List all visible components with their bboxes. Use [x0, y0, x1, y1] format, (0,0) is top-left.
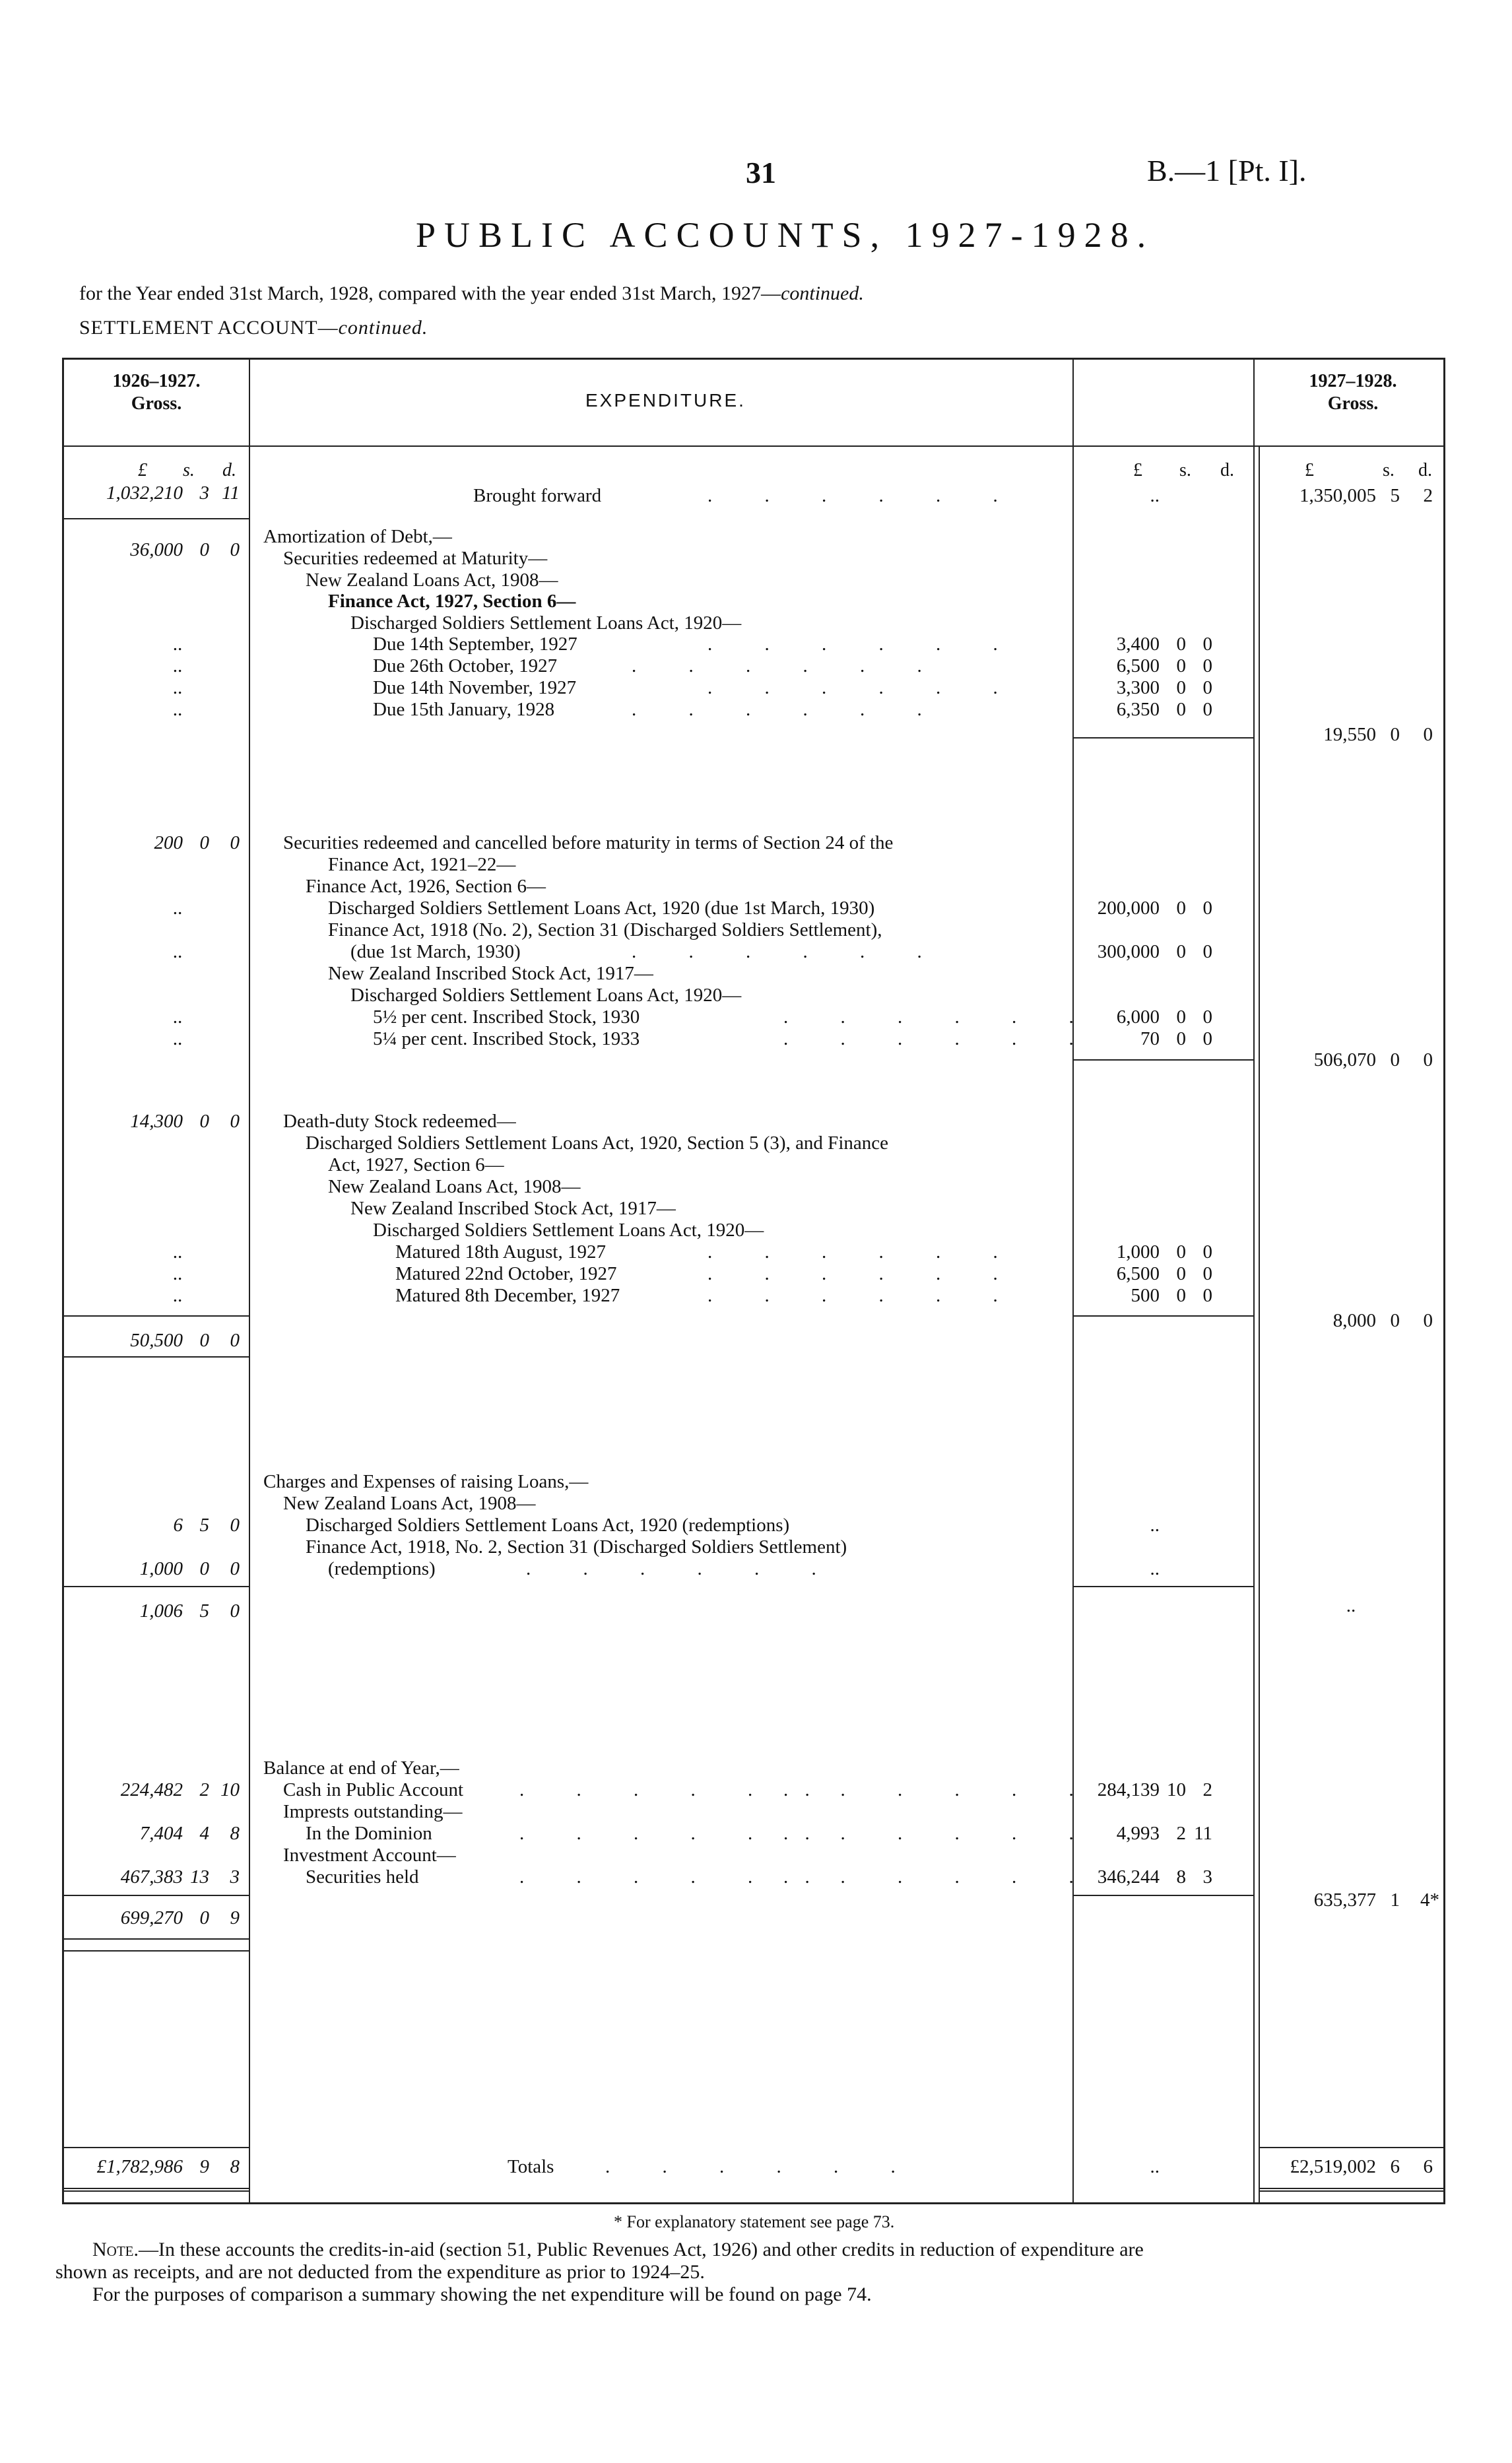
curr-brought-forward-s: 5	[1390, 485, 1400, 506]
settlement-account-table	[62, 358, 1445, 2204]
balance-total-s: 1	[1390, 1889, 1400, 1911]
balance-cash-d: 2	[1202, 1779, 1212, 1800]
death-duty-d: 0	[1202, 1263, 1212, 1284]
prev-balance-cash-s: 2	[199, 1779, 209, 1800]
rule	[64, 2147, 249, 2148]
before-maturity-amount: 70	[1140, 1028, 1160, 1049]
death-duty-text: New Zealand Loans Act, 1908—	[328, 1176, 581, 1197]
rule	[1072, 1059, 1253, 1061]
before-maturity-text: Finance Act, 1926, Section 6—	[306, 876, 546, 897]
prev-year-heading: 1926–1927. Gross.	[112, 371, 201, 414]
amortization-sub: Finance Act, 1927, Section 6—	[328, 591, 576, 612]
note-line: Note.—In these accounts the credits-in-aid (section 51, Public Revenues Act, 1926) and other credits in reduction of expenditure are	[92, 2239, 1144, 2260]
before-maturity-amount: 300,000	[1097, 941, 1160, 962]
amortization-sub: Securities redeemed at Maturity—	[283, 548, 548, 569]
prev-charges-d: 0	[230, 1515, 240, 1536]
amortization-item-label: Due 14th September, 1927	[373, 634, 577, 655]
death-duty-text: New Zealand Inscribed Stock Act, 1917—	[350, 1198, 676, 1219]
leader-dots: . . . . . .	[707, 1241, 1022, 1263]
prev-death-duty-d: 0	[230, 1111, 240, 1132]
before-maturity-amount: 200,000	[1097, 898, 1160, 919]
rule	[64, 1356, 249, 1358]
prev-before-maturity: 200	[154, 832, 183, 853]
amortization-sub: New Zealand Loans Act, 1908—	[306, 570, 558, 591]
death-duty-s: 0	[1176, 1263, 1186, 1284]
prev-amortization-s: 0	[199, 539, 209, 560]
before-maturity-s: 0	[1176, 898, 1186, 919]
curr-grand-total: £2,519,002	[1290, 2156, 1376, 2177]
leader-dots: . . . . . .	[632, 655, 946, 676]
curr-year-heading: 1927–1928. Gross.	[1309, 371, 1397, 414]
before-maturity-total-s: 0	[1390, 1049, 1400, 1070]
death-duty-text: Discharged Soldiers Settlement Loans Act, 1920, Section 5 (3), and Finance	[306, 1133, 888, 1154]
double-rule	[1259, 2188, 1443, 2192]
amortization-item-d: 0	[1202, 655, 1212, 676]
prev-grand-total-d: 8	[230, 2156, 240, 2177]
balance-securities: 346,244	[1097, 1866, 1160, 1888]
death-duty-amount: 1,000	[1116, 1241, 1160, 1263]
death-duty-s: 0	[1176, 1285, 1186, 1306]
totals-label: Totals	[508, 2156, 554, 2177]
balance-text: Securities held	[306, 1866, 419, 1888]
before-maturity-d: 0	[1202, 941, 1212, 962]
amortization-item-s: 0	[1176, 655, 1186, 676]
leader-dots: . . . . . .	[632, 941, 946, 962]
before-maturity-text: 5½ per cent. Inscribed Stock, 1930	[373, 1006, 640, 1028]
rule	[64, 1895, 249, 1896]
leader-dots: . . . . . .	[526, 1558, 840, 1579]
leader-dots: . . . . . .	[519, 1866, 834, 1888]
death-duty-item-label: Matured 8th December, 1927	[395, 1285, 620, 1306]
leader-dots: . . . . . .	[783, 1779, 1098, 1800]
amortization-item-amount: 3,300	[1116, 677, 1160, 698]
pound-heading: £	[138, 460, 147, 480]
before-maturity-s: 0	[1176, 1006, 1186, 1028]
prev-item: ..	[173, 1241, 183, 1263]
before-maturity-d: 0	[1202, 1028, 1212, 1049]
pence-heading: d.	[1220, 460, 1234, 480]
rule	[64, 518, 249, 519]
prev-balance-imprest-s: 4	[199, 1823, 209, 1844]
prev-grand-total: £1,782,986	[96, 2156, 183, 2177]
prev-balance-total: 699,270	[120, 1907, 183, 1928]
amortization-total-s: 0	[1390, 724, 1400, 745]
before-maturity-total-d: 0	[1423, 1049, 1433, 1070]
rule	[64, 1586, 249, 1587]
rule	[64, 1950, 249, 1952]
balance-text: Cash in Public Account	[283, 1779, 464, 1800]
shilling-heading: s.	[1383, 460, 1395, 480]
balance-cash-s: 10	[1167, 1779, 1186, 1800]
leader-dots: . . . . . .	[605, 2156, 919, 2177]
page-title: PUBLIC ACCOUNTS, 1927-1928.	[416, 215, 1155, 255]
curr-brought-forward-d: 2	[1423, 485, 1433, 506]
balance-imprest: 4,993	[1116, 1823, 1160, 1844]
prev-death-duty-s: 0	[199, 1111, 209, 1132]
section-title: SETTLEMENT ACCOUNT—continued.	[79, 317, 428, 339]
balance-text: In the Dominion	[306, 1823, 432, 1844]
death-duty-d: 0	[1202, 1285, 1212, 1306]
death-duty-text: Act, 1927, Section 6—	[328, 1154, 504, 1175]
prev-balance-securities: 467,383	[120, 1866, 183, 1888]
before-maturity-text: 5¼ per cent. Inscribed Stock, 1933	[373, 1028, 640, 1049]
death-duty-total: 8,000	[1332, 1310, 1376, 1331]
before-maturity-total: 506,070	[1313, 1049, 1376, 1070]
leader-dots: . . . . . .	[707, 485, 1022, 506]
charges-text: (redemptions)	[328, 1558, 436, 1579]
balance-imprest-s: 2	[1176, 1823, 1186, 1844]
leader-dots: . . . . . .	[783, 1823, 1098, 1844]
amortization-item-amount: 3,400	[1116, 634, 1160, 655]
amortization-item-amount: 6,350	[1116, 699, 1160, 720]
leader-dots: . . . . . .	[707, 1263, 1022, 1284]
leader-dots: . . . . . .	[783, 1006, 1098, 1028]
prev-amortization-d: 0	[230, 539, 240, 560]
death-duty-d: 0	[1202, 1241, 1212, 1263]
curr-brought-forward: 1,350,005	[1299, 485, 1376, 506]
prev-balance-total-d: 9	[230, 1907, 240, 1928]
charges-text: New Zealand Loans Act, 1908—	[283, 1493, 536, 1514]
death-duty-text: Death-duty Stock redeemed—	[283, 1111, 516, 1132]
leader-dots: . . . . . .	[783, 1028, 1098, 1049]
death-duty-item-label: Matured 22nd October, 1927	[395, 1263, 617, 1284]
brought-forward-detail: ..	[1150, 485, 1160, 506]
rule	[1072, 1586, 1253, 1587]
leader-dots: . . . . . .	[519, 1823, 834, 1844]
leader-dots: . . . . . .	[707, 1285, 1022, 1306]
col-rule	[249, 360, 250, 2202]
prev-balance-cash-d: 10	[220, 1779, 240, 1800]
prev-charges: 1,000	[139, 1558, 183, 1579]
prev-item: ..	[173, 898, 183, 919]
curr-grand-total-d: 6	[1423, 2156, 1433, 2177]
prev-item: ..	[173, 1028, 183, 1049]
prev-charges-s: 5	[199, 1515, 209, 1536]
prev-charges-total-d: 0	[230, 1600, 240, 1622]
prev-subtotal-s: 0	[199, 1330, 209, 1351]
prev-balance-cash: 224,482	[120, 1779, 183, 1800]
amortization-item-amount: 6,500	[1116, 655, 1160, 676]
amortization-total-d: 0	[1423, 724, 1433, 745]
footnote: * For explanatory statement see page 73.	[614, 2212, 895, 2231]
balance-imprest-d: 11	[1194, 1823, 1212, 1844]
shilling-heading: s.	[1179, 460, 1191, 480]
prev-brought-forward: 1,032,210	[106, 482, 183, 504]
prev-subtotal-d: 0	[230, 1330, 240, 1351]
before-maturity-s: 0	[1176, 1028, 1186, 1049]
prev-before-maturity-s: 0	[199, 832, 209, 853]
page-number: 31	[746, 156, 776, 189]
rule	[1072, 1895, 1253, 1896]
note-line: shown as receipts, and are not deducted from the expenditure as prior to 1924–25.	[55, 2261, 705, 2283]
balance-text: Imprests outstanding—	[283, 1801, 463, 1822]
rule	[1072, 737, 1253, 739]
amortization-item-d: 0	[1202, 677, 1212, 698]
pound-heading: £	[1305, 460, 1314, 480]
balance-text: Balance at end of Year,—	[263, 1757, 459, 1779]
prev-balance-securities-d: 3	[230, 1866, 240, 1888]
before-maturity-amount: 6,000	[1116, 1006, 1160, 1028]
before-maturity-d: 0	[1202, 1006, 1212, 1028]
death-duty-total-s: 0	[1390, 1310, 1400, 1331]
prev-charges-d: 0	[230, 1558, 240, 1579]
balance-securities-d: 3	[1202, 1866, 1212, 1888]
col-rule	[1253, 360, 1255, 2202]
pence-heading: d.	[222, 460, 236, 480]
document-reference: B.—1 [Pt. I].	[1147, 154, 1307, 187]
before-maturity-s: 0	[1176, 941, 1186, 962]
prev-balance-imprest: 7,404	[139, 1823, 183, 1844]
death-duty-item-label: Matured 18th August, 1927	[395, 1241, 606, 1263]
leader-dots: . . . . . .	[707, 677, 1022, 698]
balance-total-d: 4*	[1420, 1889, 1439, 1911]
totals-detail: ..	[1150, 2156, 1160, 2177]
prev-item: ..	[173, 677, 183, 698]
pound-heading: £	[1133, 460, 1142, 480]
balance-cash: 284,139	[1097, 1779, 1160, 1800]
expenditure-heading: EXPENDITURE.	[585, 390, 746, 410]
prev-amortization: 36,000	[130, 539, 183, 560]
before-maturity-d: 0	[1202, 898, 1212, 919]
prev-subtotal: 50,500	[130, 1330, 183, 1351]
page-subtitle: for the Year ended 31st March, 1928, compared with the year ended 31st March, 1927—continued.	[79, 282, 864, 304]
balance-total: 635,377	[1313, 1889, 1376, 1911]
header-rule	[64, 445, 1443, 447]
rule	[64, 1938, 249, 1940]
amortization-item-s: 0	[1176, 699, 1186, 720]
prev-brought-forward-d: 11	[222, 482, 240, 504]
leader-dots: . . . . . .	[707, 634, 1022, 655]
death-duty-s: 0	[1176, 1241, 1186, 1263]
death-duty-text: Discharged Soldiers Settlement Loans Act, 1920—	[373, 1220, 764, 1241]
before-maturity-text: Finance Act, 1921–22—	[328, 854, 516, 875]
amortization-item-d: 0	[1202, 634, 1212, 655]
amortization-sub: Discharged Soldiers Settlement Loans Act, 1920—	[350, 612, 742, 634]
amortization-item-label: Due 15th January, 1928	[373, 699, 555, 720]
prev-balance-securities-s: 13	[190, 1866, 209, 1888]
balance-securities-s: 8	[1176, 1866, 1186, 1888]
prev-balance-total-s: 0	[199, 1907, 209, 1928]
before-maturity-text: (due 1st March, 1930)	[350, 941, 521, 962]
leader-dots: . . . . . .	[632, 699, 946, 720]
before-maturity-text: New Zealand Inscribed Stock Act, 1917—	[328, 963, 653, 984]
amortization-total: 19,550	[1323, 724, 1376, 745]
prev-charges-total: 1,006	[139, 1600, 183, 1622]
prev-charges: 6	[173, 1515, 183, 1536]
shilling-heading: s.	[183, 460, 195, 480]
leader-dots: . . . . . .	[519, 1779, 834, 1800]
charges-text: Charges and Expenses of raising Loans,—	[263, 1471, 589, 1492]
death-duty-amount: 500	[1131, 1285, 1160, 1306]
leader-dots: . . . . . .	[783, 1866, 1098, 1888]
rule	[1259, 2147, 1443, 2148]
charges-amount: ..	[1150, 1558, 1160, 1579]
death-duty-amount: 6,500	[1116, 1263, 1160, 1284]
death-duty-total-d: 0	[1423, 1310, 1433, 1331]
double-rule	[64, 2188, 249, 2192]
prev-charges-s: 0	[199, 1558, 209, 1579]
charges-amount: ..	[1150, 1515, 1160, 1536]
col-rule	[1072, 360, 1074, 2202]
charges-text: Finance Act, 1918, No. 2, Section 31 (Discharged Soldiers Settlement)	[306, 1536, 847, 1558]
charges-text: Discharged Soldiers Settlement Loans Act, 1920 (redemptions)	[306, 1515, 790, 1536]
prev-item: ..	[173, 634, 183, 655]
brought-forward-label: Brought forward	[473, 485, 602, 506]
curr-grand-total-s: 6	[1390, 2156, 1400, 2177]
rule	[64, 1315, 249, 1317]
note-line: For the purposes of comparison a summary showing the net expenditure will be found on page 74.	[92, 2283, 872, 2305]
prev-item: ..	[173, 1006, 183, 1028]
prev-charges-total-s: 5	[199, 1600, 209, 1622]
charges-total: ..	[1346, 1595, 1356, 1616]
prev-item: ..	[173, 655, 183, 676]
balance-text: Investment Account—	[283, 1845, 456, 1866]
prev-grand-total-s: 9	[199, 2156, 209, 2177]
amortization-item-s: 0	[1176, 677, 1186, 698]
amortization-item-label: Due 26th October, 1927	[373, 655, 558, 676]
amortization-item-label: Due 14th November, 1927	[373, 677, 577, 698]
before-maturity-text: Discharged Soldiers Settlement Loans Act, 1920—	[350, 985, 742, 1006]
before-maturity-text: Discharged Soldiers Settlement Loans Act, 1920 (due 1st March, 1930)	[328, 898, 875, 919]
rule	[1072, 1315, 1253, 1317]
prev-balance-imprest-d: 8	[230, 1823, 240, 1844]
pence-heading: d.	[1418, 460, 1432, 480]
prev-brought-forward-s: 3	[199, 482, 209, 504]
amortization-heading: Amortization of Debt,—	[263, 526, 452, 547]
before-maturity-text: Finance Act, 1918 (No. 2), Section 31 (Discharged Soldiers Settlement),	[328, 919, 882, 940]
prev-item: ..	[173, 941, 183, 962]
before-maturity-text: Securities redeemed and cancelled before maturity in terms of Section 24 of the	[283, 832, 894, 853]
prev-item: ..	[173, 1263, 183, 1284]
prev-item: ..	[173, 1285, 183, 1306]
prev-item: ..	[173, 699, 183, 720]
prev-before-maturity-d: 0	[230, 832, 240, 853]
prev-death-duty: 14,300	[130, 1111, 183, 1132]
amortization-item-d: 0	[1202, 699, 1212, 720]
amortization-item-s: 0	[1176, 634, 1186, 655]
